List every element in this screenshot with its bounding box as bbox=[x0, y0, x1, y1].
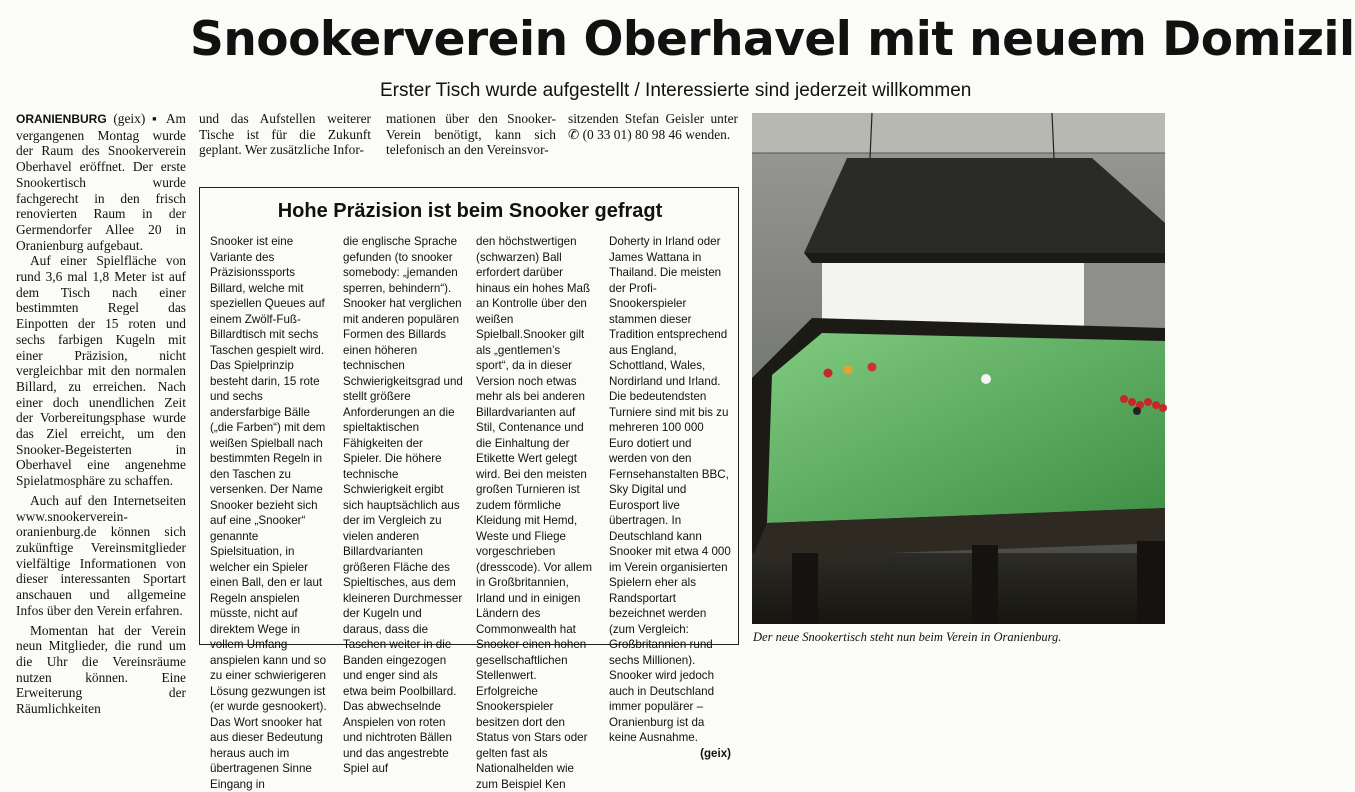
info-box-text: Doherty in Irland oder James Wattana in Thailand. Die meisten der Profi-Snookerspieler stammen dieser Tradition entsprechend aus England, Schottland, Wales, Nordirland und Irland. Die bedeutendsten Turniere sind mit bis zu mehreren 100 000 Euro dotiert und werden von den Fernsehanstalten BBC, Sky Digital und Eurosport live übertragen. In Deutschland kann Snooker mit etwa 4 000 im Verein organisierten Spielern eher als Randsportart bezeichnet werden (zum Vergleich: Großbritannien rund sechs Millionen). Snooker wird jedoch auch in Deutschland immer populärer – Oranienburg ist da keine Ausnahme. bbox=[609, 235, 731, 744]
snooker-photo-drawing bbox=[752, 113, 1165, 624]
table-leg bbox=[1137, 541, 1165, 624]
subheadline: Erster Tisch wurde aufgestellt / Interessierte sind jederzeit willkommen bbox=[380, 80, 972, 101]
info-box-column-2 bbox=[343, 234, 463, 777]
lead-text: Am vergangenen Montag wurde der Raum des Snookerverein Oberhavel eröffnet. Der erste Snookertisch wurde fachgerecht in den frisch renovierten Raum in der Germendorfer Allee 20 in Oranienburg aufgebaut. bbox=[16, 111, 186, 253]
article-paragraph-lead bbox=[16, 111, 186, 253]
article-paragraph: Auf einer Spielfläche von rund 3,6 mal 1,8 Meter ist auf dem Tisch nach einer bestimmten Regel das Einpotten der 15 roten und sechs farbigen Kugeln mit einer Präzision, nicht vergleichbar mit den normalen Billard, zu erreichen. Nach einer doch unendlichen Zeit der Vorbereitungsphase wurde das Ziel erreicht, um den Snooker-Begeisterten in Oberhavel eine angenehme Spielatmosphäre zu schaffen. bbox=[16, 253, 186, 489]
ceiling bbox=[752, 113, 1165, 153]
info-box-column-4 bbox=[609, 234, 731, 761]
info-box-title: Hohe Präzision ist beim Snooker gefragt bbox=[277, 200, 663, 222]
ball bbox=[844, 366, 853, 375]
article-paragraph: Auch auf den Internetseiten www.snookerverein-oranienburg.de können sich zukünftige Vereinsmitglieder vielfältige Informationen von dieser interessanten Sportart anschauen und allgemeine Infos über den Verein erfahren. bbox=[16, 492, 186, 618]
bullet-mark: ▪ bbox=[151, 111, 160, 126]
article-column-3-top: mationen über den Snooker-Verein benötigt, kann sich telefonisch an den Vereinsvor- bbox=[386, 111, 556, 158]
info-box-text: Snooker ist eine Variante des Präzisionssports Billard, welche mit speziellen Queues auf einem Zwölf-Fuß-Billardtisch mit sechs Taschen gespielt wird. Das Spielprinzip besteht darin, 15 rote und sechs andersfarbige Bälle („die Farben“) mit dem weißen Spielball nach bestimmten Regeln in den Taschen zu versenken. Der Name Snooker bezieht sich auf eine „Snooker“ genannte Spielsituation, in welcher ein Spieler einen Ball, den er laut Regeln anspielen müsste, nicht auf direktem Wege in vollem Umfang anspielen kann und so zu einer schwierigeren Lösung gezwungen ist (er wurde gesnookert). Das Wort snooker hat aus dieser Bedeutung heraus auch im übertragenen Sinne Eingang in bbox=[210, 235, 327, 791]
info-box-text: die englische Sprache gefunden (to snooker somebody: „jemanden sperren, behindern“). Snooker hat verglichen mit anderen populären Formen des Billards einen höheren technischen Schwierigkeitsgrad und stellt größere Anforderungen an die spieltaktischen Fähigkeiten der Spieler. Die höhere technische Schwierigkeit ergibt sich hauptsächlich aus der im Vergleich zu vielen anderen Billardvarianten größeren Fläche des Spieltisches, aus dem kleineren Durchmesser der Kugeln und daraus, dass die Taschen weiter in die Banden eingezogen und enger sind als etwa beim Poolbillard. Das abwechselnde Anspielen von roten und nichtroten Bällen und das angestrebte Spiel auf bbox=[343, 235, 463, 775]
table-leg bbox=[792, 553, 818, 624]
article-paragraph: Momentan hat der Verein neun Mitglieder, die rund um die Uhr die Vereinsräume nutzen können. Eine Erweiterung der Räumlichkeiten bbox=[16, 622, 186, 717]
info-box-column-1 bbox=[210, 234, 330, 792]
ball bbox=[868, 363, 877, 372]
article-column-4-top: sitzenden Stefan Geisler unter ✆ (0 33 01) 80 98 46 wenden. bbox=[568, 111, 738, 142]
info-box-signature-line bbox=[609, 746, 731, 762]
table-leg bbox=[972, 545, 998, 624]
info-box bbox=[199, 187, 739, 791]
article-column-2-top: und das Aufstellen weiterer Tische ist für die Zukunft geplant. Wer zusätzliche Infor- bbox=[199, 111, 371, 158]
info-box-column-3 bbox=[476, 234, 596, 792]
snooker-table-photo bbox=[752, 113, 1165, 624]
headline: Snookerverein Oberhavel mit neuem Domizil bbox=[190, 12, 1355, 67]
photo-caption: Der neue Snookertisch steht nun beim Verein in Oranienburg. bbox=[753, 630, 1062, 644]
agency-tag: (geix) bbox=[113, 111, 146, 126]
info-box-signature: (geix) bbox=[700, 746, 731, 760]
article-column-1 bbox=[16, 111, 186, 717]
cue-ball bbox=[981, 374, 991, 384]
info-box-text: den höchstwertigen (schwarzen) Ball erfordert darüber hinaus ein hohes Maß an Kontrolle über den weißen Spielball.Snooker gilt als „gentlemen’s sport“, da in dieser Version noch etwas mehr als bei anderen Billardvarianten auf Stil, Contenance und die Einhaltung der Etikette Wert gelegt wird. Bei den meisten großen Turnieren ist zudem förmliche Kleidung mit Hemd, Weste und Fliege vorgeschrieben (dresscode). Vor allem in Großbritannien, Irland und in einigen Ländern des Commonwealth hat Snooker einen hohen gesellschaftlichen Stellenwert. Erfolgreiche Snookerspieler besitzen dort den Status von Stars oder gelten fast als Nationalhelden wie zum Beispiel Ken bbox=[476, 235, 592, 791]
dateline: ORANIENBURG bbox=[16, 112, 107, 126]
ball bbox=[824, 369, 833, 378]
